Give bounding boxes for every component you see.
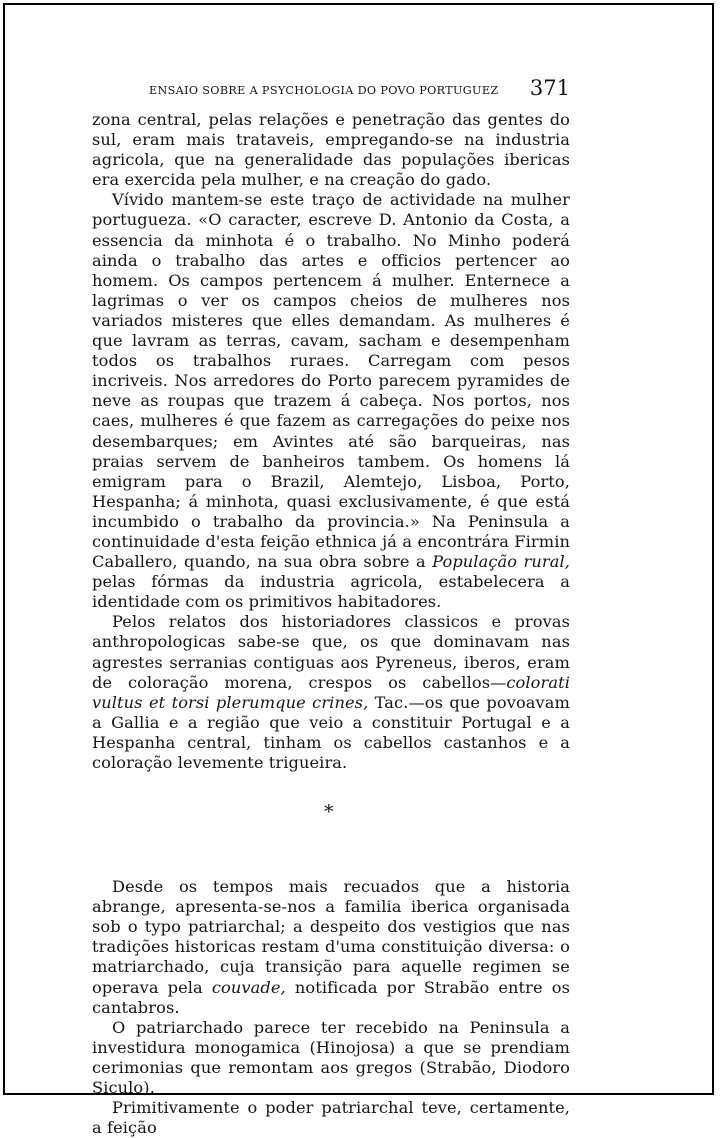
italic-term-couvade: couvade, <box>211 977 286 997</box>
page-header <box>92 70 570 110</box>
paragraph-poder-patriarchal <box>92 1098 570 1138</box>
text-run: pelas fórmas da industria agricola, estabelecera a identidade com os primitivos habitadores. <box>92 572 570 612</box>
text-run: Vívido mantem-se este traço de actividade na mulher portugueza. «O caracter, escreve D. Antonio da Costa, a essencia da minhota é o trabalho. No Minho poderá ainda o trabalho das artes e officios pertencer ao homem. Os campos pertencem á mulher. Enternece a lagrimas o ver os campos cheios de mulheres nos variados misteres que elles demandam. As mulheres é que lavram as terras, cavam, sacham e desempenham todos os trabalhos ruraes. Carregam com pesos incriveis. Nos arredores do Porto parecem pyramides de neve as roupas que trazem á cabeça. Nos portos, nos caes, mulheres é que fazem as carregações do peixe nos desembarques; em Avintes até são barqueiras, nas praias servem de banheiros tambem. Os homens lá emigram para o Brazil, Alemtejo, Lisboa, Porto, Hespanha; á minhota, quasi exclusivamente, é que está incumbido o trabalho da provincia.» Na Peninsula a continuidade d'esta feição ethnica já a encontrára Firmin Caballero, quando, na sua obra sobre a <box>92 190 570 572</box>
text-run: Pelos relatos dos historiadores classicos e provas anthropologicas sabe-se que, os que dominavam nas agrestes serranias contiguas aos Pyreneus, iberos, eram de coloração morena, crespos os cabellos— <box>92 612 570 692</box>
paragraph-historiadores <box>92 612 570 773</box>
paragraph-minhota <box>92 190 570 612</box>
paragraph-patriarchado <box>92 1018 570 1098</box>
page <box>92 70 570 1138</box>
text-run: Primitivamente o poder patriarchal teve, certamente, a feição <box>92 1098 570 1138</box>
paragraph-familia-iberica <box>92 877 570 1018</box>
page-number: 371 <box>529 76 570 100</box>
text-run: Desde os tempos mais recuados que a historia abrange, apresenta-se-nos a familia iberica organisada sob o typo patriarchal; a despeito dos vestigios que nas tradições historicas restam d'uma constituição diversa: o matriarchado, cuja transição para aquelle regimen se operava pela <box>92 877 570 997</box>
italic-latin-quote: colorati vultus et torsi plerumque crines, <box>92 672 570 712</box>
section-break <box>92 773 570 837</box>
text-run: zona central, pelas relações e penetração das gentes do sul, eram mais trataveis, empregando-se na industria agricola, que na generalidade das populações ibericas era exercida pela mulher, e na creação do gado. <box>92 110 570 190</box>
running-title: ENSAIO SOBRE A PSYCHOLOGIA DO POVO PORTUGUEZ <box>149 84 499 97</box>
text-run: O patriarchado parece ter recebido na Peninsula a investidura monogamica (Hinojosa) a que se prendiam cerimonias que remontam aos gregos (Strabão, Diodoro Siculo). <box>92 1017 570 1098</box>
asterisk-ornament: * <box>324 801 334 824</box>
italic-title-populacao-rural: População rural, <box>432 552 570 572</box>
text-run: notificada por Strabão entre os cantabros. <box>92 977 570 1017</box>
paragraph-zona-central <box>92 110 570 190</box>
section-spacer <box>92 837 570 877</box>
text-run: Tac.—os que povoavam a Gallia e a região que veio a constituir Portugal e a Hespanha central, tinham os cabellos castanhos e a coloração levemente trigueira. <box>92 692 570 772</box>
